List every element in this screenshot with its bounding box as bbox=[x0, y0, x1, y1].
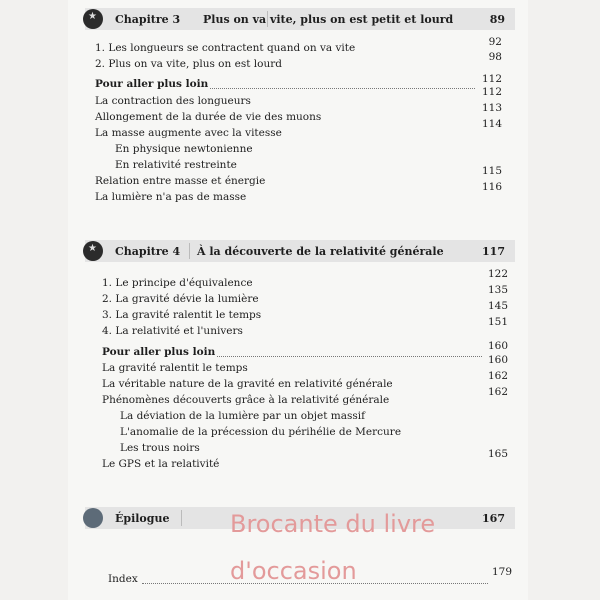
toc-page: 165 bbox=[487, 448, 508, 460]
index-page: 179 bbox=[491, 566, 512, 578]
toc-subentry: Les trous noirs bbox=[120, 442, 200, 454]
dot-leader bbox=[217, 355, 482, 357]
chapter-4-label: Chapitre 4 bbox=[115, 244, 181, 258]
chapter-4-title: À la découverte de la relativité générale bbox=[197, 244, 444, 258]
toc-entry: Le GPS et la relativité bbox=[102, 458, 220, 470]
index-entry: Index bbox=[108, 573, 138, 585]
toc-entry: La contraction des longueurs bbox=[95, 95, 251, 107]
toc-entry: Phénomènes découverts grâce à la relativité générale bbox=[102, 394, 390, 406]
toc-subentry: En relativité restreinte bbox=[115, 159, 237, 171]
toc-page: 113 bbox=[481, 102, 502, 114]
toc-subentry: L'anomalie de la précession du périhélie de Mercure bbox=[120, 426, 402, 438]
toc-entry: Relation entre masse et énergie bbox=[95, 175, 266, 187]
star-badge-icon bbox=[83, 241, 103, 261]
further-reading: Pour aller plus loin bbox=[95, 78, 209, 90]
dot-leader bbox=[210, 87, 475, 89]
header-divider bbox=[189, 243, 190, 259]
toc-subentry: La déviation de la lumière par un objet massif bbox=[120, 410, 366, 422]
chapter-4-header bbox=[85, 240, 515, 262]
toc-page: 145 bbox=[487, 300, 508, 312]
toc-page: 122 bbox=[487, 268, 508, 280]
watermark-line-1: Brocante du livre bbox=[230, 510, 436, 538]
toc-entry: La véritable nature de la gravité en relativité générale bbox=[102, 378, 393, 390]
toc-page: 160 bbox=[487, 340, 508, 352]
chapter-3-title: Plus on va vite, plus on est petit et lourd bbox=[203, 12, 454, 26]
toc-entry: 1. Les longueurs se contractent quand on va vite bbox=[95, 42, 356, 54]
toc-entry: La gravité ralentit le temps bbox=[102, 362, 248, 374]
chapter-3-label: Chapitre 3 bbox=[115, 12, 181, 26]
star-badge-icon bbox=[83, 9, 103, 29]
toc-page: 151 bbox=[487, 316, 508, 328]
toc-page: 115 bbox=[481, 165, 502, 177]
globe-icon bbox=[83, 508, 103, 528]
chapter-4-page: 117 bbox=[482, 244, 505, 258]
toc-page: 112 bbox=[481, 73, 502, 85]
chapter-3-page: 89 bbox=[489, 12, 505, 26]
toc-page: 162 bbox=[487, 386, 508, 398]
toc-entry: 4. La relativité et l'univers bbox=[102, 325, 243, 337]
toc-page: 116 bbox=[481, 181, 502, 193]
toc-page: 114 bbox=[481, 118, 502, 130]
toc-subentry: En physique newtonienne bbox=[115, 143, 253, 155]
toc-entry: La masse augmente avec la vitesse bbox=[95, 127, 282, 139]
toc-page: 162 bbox=[487, 370, 508, 382]
toc-page: 112 bbox=[481, 86, 502, 98]
watermark-line-2: d'occasion bbox=[230, 557, 357, 585]
toc-page: 135 bbox=[487, 284, 508, 296]
toc-entry: Allongement de la durée de vie des muons bbox=[95, 111, 322, 123]
further-reading: Pour aller plus loin bbox=[102, 346, 216, 358]
chapter-3-header bbox=[85, 8, 515, 30]
toc-page: 98 bbox=[488, 51, 502, 63]
toc-entry: 1. Le principe d'équivalence bbox=[102, 277, 253, 289]
toc-page: 92 bbox=[488, 36, 502, 48]
dot-leader bbox=[142, 582, 488, 584]
header-divider bbox=[181, 510, 182, 526]
epilogue-label: Épilogue bbox=[115, 511, 170, 525]
toc-entry: 2. Plus on va vite, plus on est lourd bbox=[95, 58, 282, 70]
toc-entry: 2. La gravité dévie la lumière bbox=[102, 293, 259, 305]
epilogue-page: 167 bbox=[482, 511, 505, 525]
toc-page: 160 bbox=[487, 354, 508, 366]
toc-entry: 3. La gravité ralentit le temps bbox=[102, 309, 262, 321]
toc-entry: La lumière n'a pas de masse bbox=[95, 191, 247, 203]
